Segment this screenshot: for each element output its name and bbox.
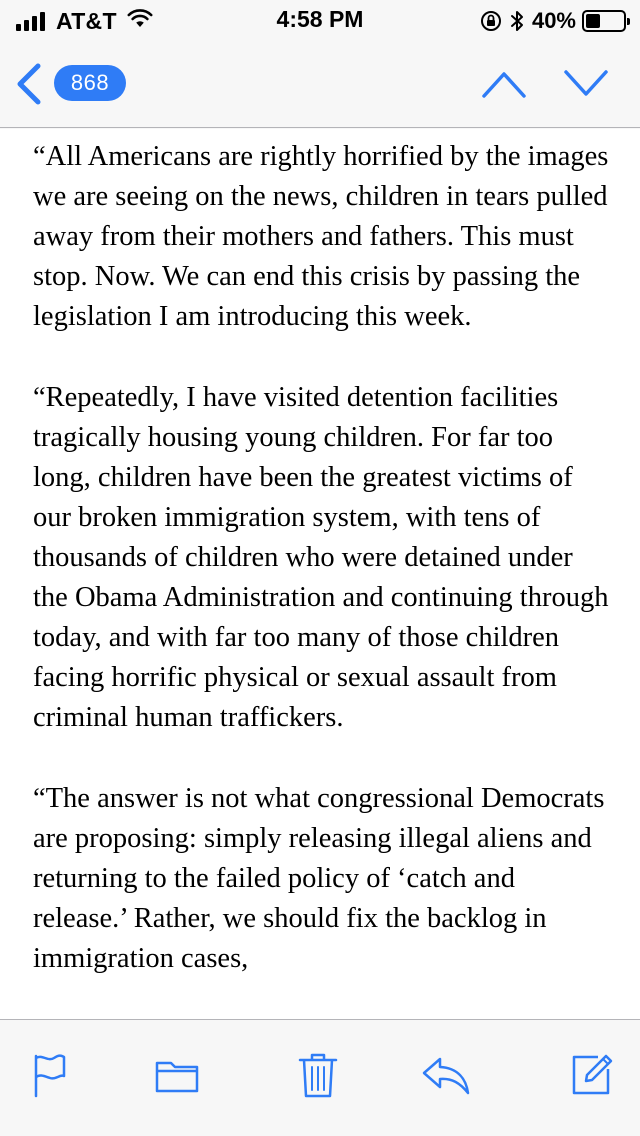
toolbar bbox=[0, 1019, 640, 1136]
message-paragraph: “All Americans are rightly horrified by the images we are seeing on the news, children in tears pulled away from their mothers and fathers. This must stop. Now. We can end this crisis by passing the legislation I am introducing this week. bbox=[33, 141, 609, 333]
nav-bar bbox=[0, 40, 640, 128]
message-body[interactable] bbox=[0, 129, 640, 1019]
message-paragraph: “The answer is not what congressional Democrats are proposing: simply releasing illegal aliens and returning to the failed policy of ‘catch and release.’ Rather, we should fix the backlog in immigration cases, bbox=[33, 782, 605, 974]
compose-icon[interactable] bbox=[566, 1050, 618, 1100]
folder-icon[interactable] bbox=[151, 1050, 203, 1100]
orientation-lock-icon bbox=[480, 10, 502, 32]
status-bar bbox=[0, 0, 640, 40]
status-right bbox=[480, 8, 626, 34]
message-content bbox=[0, 129, 640, 979]
chevron-up-icon[interactable] bbox=[480, 66, 528, 102]
bluetooth-icon bbox=[510, 10, 524, 32]
back-count-badge[interactable]: 868 bbox=[54, 65, 126, 101]
battery-icon bbox=[582, 10, 626, 32]
chevron-left-icon[interactable] bbox=[14, 62, 44, 106]
reply-icon[interactable] bbox=[420, 1050, 472, 1100]
trash-icon[interactable] bbox=[292, 1050, 344, 1100]
chevron-down-icon[interactable] bbox=[562, 66, 610, 102]
battery-percent: 40% bbox=[531, 8, 576, 33]
battery-level bbox=[586, 14, 600, 28]
flag-icon[interactable] bbox=[22, 1050, 74, 1100]
message-paragraph: “Repeatedly, I have visited detention facilities tragically housing young children. For far too long, children have been the greatest victims of our broken immigration system, with tens of thousands of children who were detained under the Obama Administration and continuing through today, and with far too many of those children facing horrific physical or sexual assault from criminal human traffickers. bbox=[33, 381, 609, 734]
carrier-name: AT&T bbox=[56, 7, 117, 34]
status-time: 4:58 PM bbox=[276, 6, 364, 32]
